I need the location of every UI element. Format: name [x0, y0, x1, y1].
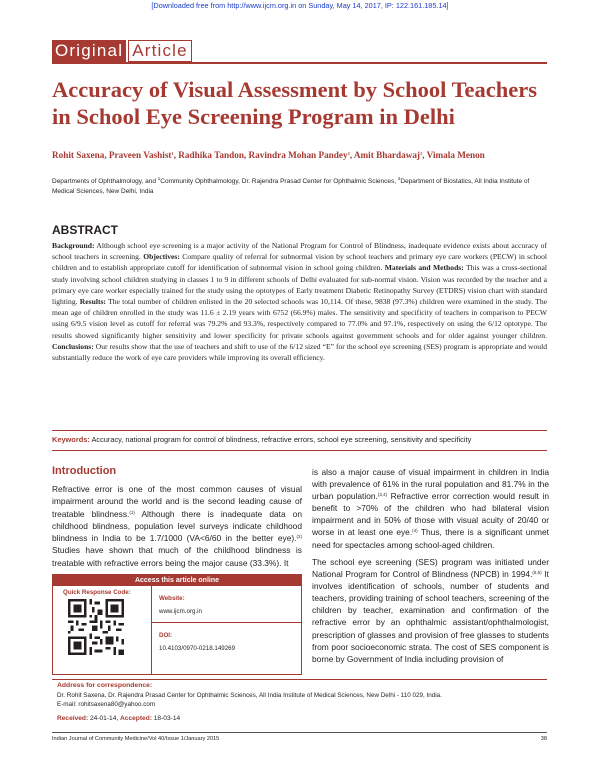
abstract-conclusions-label: Conclusions:: [52, 341, 94, 351]
accepted-date: 18-03-14: [151, 715, 181, 722]
footer-rule: [52, 732, 547, 733]
doi-label: DOI:: [159, 632, 173, 639]
abstract-objectives-label: Objectives:: [143, 252, 180, 262]
author-text: Rohit Saxena, Praveen Vashist: [52, 150, 172, 160]
abstract-background: Although school eye screening is a major activity of the National Program for Control of Blindness, inadequate evidence exists about accuracy of school teachers in screening.: [52, 241, 547, 262]
correspondence-address: Dr. Rohit Saxena, Dr. Rajendra Prasad Center for Ophthalmic Sciences, All India Institute of Medical Sciences, New Delhi - 110 029, India.: [57, 692, 442, 699]
qr-code-icon: [68, 599, 124, 655]
introduction-heading: Introduction: [52, 465, 117, 477]
access-box-header: Access this article online: [53, 575, 301, 586]
keywords-rule-top: [52, 430, 547, 431]
footer-journal-info: Indian Journal of Community Medicine/Vol 40/Issue 1/January 2015: [52, 736, 220, 742]
affiliation-text: Community Ophthalmology, Dr. Rajendra Prasad Center for Ophthalmic Sciences,: [160, 178, 398, 185]
abstract-background-label: Background:: [52, 241, 95, 250]
abstract-objectives: Compare quality of referral for subnormal vision by school teachers and primary eye care workers (PECW) in school children and to establish appropriate cutoff for identification of subnormal vision in school going children.: [52, 252, 547, 273]
author-sup: 1: [420, 151, 423, 156]
received-date: 24-01-14,: [88, 715, 121, 722]
affiliation-text: Departments of Ophthalmology, and: [52, 178, 158, 185]
correspondence-label: Address for correspondence:: [57, 682, 153, 689]
author-sup: 1: [171, 151, 174, 156]
accepted-label: Accepted:: [120, 715, 152, 722]
citation-sup: (5,6): [532, 570, 542, 576]
download-banner: [Downloaded free from http://www.ijcm.org.in on Sunday, May 14, 2017, IP: 122.161.185.14]: [151, 1, 449, 10]
introduction-right-paragraph-1: [312, 466, 549, 551]
access-box-divider: [152, 622, 302, 623]
access-online-box: [52, 574, 302, 675]
correspondence-rule: [52, 679, 547, 680]
article-type-word-1: Original: [52, 40, 126, 62]
access-box-divider: [151, 586, 152, 675]
abstract-heading: ABSTRACT: [52, 223, 118, 237]
intro-text: Studies have shown that much of the childhood blindness is treatable with refractive errors being the major cause (33.3%). It: [52, 545, 302, 568]
page-number: 38: [540, 736, 547, 742]
author-text: , Amit Bhardawaj: [349, 150, 420, 160]
affiliation-sup: 1: [157, 176, 161, 181]
intro-text: Although there is inadequate data on childhood blindness, population level surveys indicate childhood blindness in India to be 1.7/1000 (VA<6/60 in the better eye).: [52, 508, 302, 544]
abstract-results-label: Results:: [79, 297, 106, 307]
affiliation-sup: 2: [397, 176, 401, 181]
keywords-rule-bottom: [52, 450, 547, 451]
citation-sup: (3,4): [377, 492, 388, 498]
affiliations: [52, 177, 552, 196]
author-text: , Radhika Tandon, Ravindra Mohan Pandey: [173, 150, 348, 160]
keywords-label: Keywords:: [52, 435, 90, 444]
correspondence-email: E-mail: rohitsaxena80@yahoo.com: [57, 701, 156, 708]
intro-text: Refractive error correction would result in benefit to >70% of the children who had bilateral vision impairment and in 50% of those with visual acuity of 20/40 or worse in at least one eye.: [312, 491, 549, 538]
keywords-text: Accuracy, national program for control of blindness, refractive errors, school eye screening, sensitivity and specificity: [89, 435, 472, 444]
intro-text: The school eye screening (SES) program was initiated under National Program for Control of Blindness (NPCB) in 1994.: [312, 557, 549, 580]
qr-code-label: Quick Response Code:: [63, 589, 131, 596]
intro-text: is also a major cause of visual impairment in children in India with prevalence of 61% in the rural population and 81.7% in the urban population.: [312, 467, 549, 502]
author-list: [52, 150, 552, 162]
intro-text: Refractive error is one of the most common causes of visual impairment around the world and is the second leading cause of treatable blindness.: [52, 484, 302, 519]
article-dates: [57, 715, 180, 722]
article-type-badge: [52, 40, 192, 62]
article-type-word-2: Article: [128, 40, 192, 62]
abstract-body: [52, 240, 547, 363]
keywords: [52, 435, 547, 444]
author-sup: 2: [347, 151, 350, 156]
citation-sup: (4): [412, 528, 418, 534]
abstract-methods-label: Materials and Methods:: [384, 263, 464, 273]
introduction-right-paragraph-2: [312, 556, 549, 665]
article-title: Accuracy of Visual Assessment by School Teachers in School Eye Screening Program in Delhi: [52, 77, 538, 129]
abstract-methods: This was a cross-sectional study involving school children studying in classes 1 to 9 in different schools of Delhi evaluated for sub-normal vision. Vision was recorded by the teacher and a primary eye care worker especially trained for the study using the optotypes of Early treatment Diabetic Retinopathy Survey (ETDRS) vision chart with standard lighting.: [52, 263, 547, 307]
abstract-conclusions: Our results show that the use of teachers and shift to use of the 6/12 sized “E” for the school eye screening (SES) program is appropriate and would substantially reduce the work of eye care providers while improving its overall efficiency.: [52, 341, 547, 363]
intro-text: Thus, there is a significant unmet need for spectacles among school-aged children.: [312, 527, 549, 550]
intro-text: It involves identification of schools, number of students and teachers, providing training of school teachers, screening of the children by teacher, examination and confirmation of the refractive error by an ophthalmic assistant/ophthalmologist, prescription of glasses and provision of free glasses to students from poor socioeconomic strata. The cost of SES component is borne by Government of India including provision of: [312, 569, 549, 664]
doi-value: 10.4103/0970-0218.149269: [159, 645, 236, 652]
received-label: Received:: [57, 715, 89, 722]
abstract-results: The total number of children enlisted in the 20 selected schools was 10,114. Of these, 9838 (97.3%) children were examined in the study. The mean age of children enrolled in the study was 11.6 ± 2.19 years with 6752 (66.9%) males. The sensitivity and specificity of teachers in comparison to PECW using 6/9.5 vision level as cutoff for referral was 79.2% and 93.3%, respectively compared to 77.0% and 97.1%, respectively on using the 6/12 optotype. The results showed significantly higher sensitivity and lower specificity for private schools against government schools and for older against younger children.: [52, 297, 547, 340]
affiliation-text: Department of Biostatics, All India Institute of Medical Sciences, New Delhi, India: [52, 178, 530, 195]
introduction-left-paragraph: [52, 483, 302, 569]
header-rule: [52, 62, 547, 64]
website-label: Website:: [159, 595, 185, 602]
citation-sup: (1): [129, 509, 135, 515]
author-text: , Vimala Menon: [422, 150, 485, 160]
citation-sup: (2): [296, 534, 302, 540]
website-link[interactable]: www.ijcm.org.in: [159, 608, 202, 615]
